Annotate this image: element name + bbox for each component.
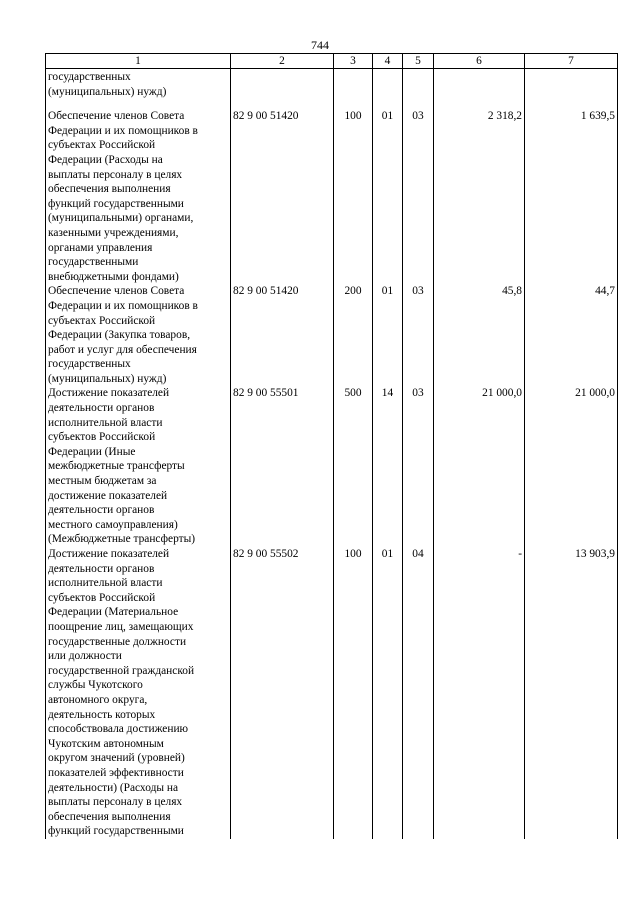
column-header-2: 2 <box>231 54 334 69</box>
row-name-line: Обеспечение членов Совета <box>48 110 185 123</box>
row-value-6: - <box>434 547 525 839</box>
column-header-5: 5 <box>403 54 434 69</box>
row-col3: 200 <box>334 284 373 386</box>
row-name-line: функций государственными <box>48 825 184 838</box>
row-code: 82 9 00 55502 <box>231 547 334 839</box>
row-value-7: 21 000,0 <box>525 386 618 547</box>
row-col3 <box>334 69 373 100</box>
row-name <box>46 547 231 839</box>
row-name-line: показателей эффективности <box>48 766 184 779</box>
row-name-line: Обеспечение членов Совета <box>48 285 185 298</box>
row-col4: 01 <box>373 284 403 386</box>
row-name-line: обеспечения выполнения <box>48 183 171 196</box>
row-value-6: 21 000,0 <box>434 386 525 547</box>
row-name-line: исполнительной власти <box>48 416 163 429</box>
row-value-6: 45,8 <box>434 284 525 386</box>
row-name-line: выплаты персоналу в целях <box>48 796 183 809</box>
row-name-line: деятельности органов <box>48 562 155 575</box>
row-col3: 500 <box>334 386 373 547</box>
row-name-line: достижение показателей <box>48 489 168 502</box>
row-value-7: 13 903,9 <box>525 547 618 839</box>
row-name-line: субъектов Российской <box>48 431 156 444</box>
row-name-line: функций государственными <box>48 197 184 210</box>
row-name-line: способствовала достижению <box>48 723 189 736</box>
row-name-line: деятельности органов <box>48 402 155 415</box>
table-body <box>46 69 618 839</box>
row-name-line: (муниципальных) нужд) <box>48 85 167 98</box>
row-col5: 03 <box>403 386 434 547</box>
row-col3: 100 <box>334 547 373 839</box>
column-header-3: 3 <box>334 54 373 69</box>
table-row <box>46 99 618 284</box>
row-name-line: поощрение лиц, замещающих <box>48 620 194 633</box>
row-name-line: субъектах Российской <box>48 314 156 327</box>
row-col4: 01 <box>373 547 403 839</box>
row-name-line: Федерации (Закупка товаров, <box>48 329 191 342</box>
row-value-7: 44,7 <box>525 284 618 386</box>
row-name-line: выплаты персоналу в целях <box>48 168 183 181</box>
row-col5 <box>403 69 434 100</box>
row-name-line: государственной гражданской <box>48 664 195 677</box>
row-name-line: местным бюджетам за <box>48 475 157 488</box>
row-col5: 04 <box>403 547 434 839</box>
row-col5: 03 <box>403 284 434 386</box>
row-name-line: государственными <box>48 256 139 269</box>
table-row <box>46 386 618 547</box>
row-name-line: (муниципальных) нужд) <box>48 372 167 385</box>
row-name-line: обеспечения выполнения <box>48 810 171 823</box>
row-value-7 <box>525 69 618 100</box>
row-name-line: деятельность которых <box>48 708 156 721</box>
row-name <box>46 69 231 100</box>
row-name <box>46 99 231 284</box>
row-name-line: межбюджетные трансферты <box>48 460 185 473</box>
row-name-line: Федерации и их помощников в <box>48 124 198 137</box>
row-name-line: государственных <box>48 71 131 83</box>
row-code: 82 9 00 51420 <box>231 284 334 386</box>
row-name <box>46 284 231 386</box>
row-name-line: службы Чукотского <box>48 679 143 692</box>
row-name-line: Чукотским автономным <box>48 737 164 750</box>
row-name-line: исполнительной власти <box>48 577 163 590</box>
row-col3: 100 <box>334 99 373 284</box>
row-name-line: (муниципальными) органами, <box>48 212 194 225</box>
row-code: 82 9 00 51420 <box>231 99 334 284</box>
page-number: 744 <box>311 38 329 52</box>
row-value-7: 1 639,5 <box>525 99 618 284</box>
row-code: 82 9 00 55501 <box>231 386 334 547</box>
row-name-line: работ и услуг для обеспечения <box>48 343 197 356</box>
row-name-line: деятельности органов <box>48 504 155 517</box>
table-row <box>46 547 618 839</box>
row-name-line: государственные должности <box>48 635 187 648</box>
row-name-line: Федерации (Расходы на <box>48 153 163 166</box>
row-col4 <box>373 69 403 100</box>
table-row <box>46 284 618 386</box>
row-name-line: казенными учреждениями, <box>48 226 179 239</box>
column-header-1: 1 <box>46 54 231 69</box>
row-name-line: внебюджетными фондами) <box>48 270 179 283</box>
row-name-line: Федерации (Иные <box>48 445 136 458</box>
row-name-line: местного самоуправления) <box>48 518 178 531</box>
row-name-line: округом значений (уровней) <box>48 752 185 765</box>
row-name-line: Федерации и их помощников в <box>48 299 198 312</box>
row-name-line: субъектах Российской <box>48 139 156 152</box>
row-col4: 14 <box>373 386 403 547</box>
row-name <box>46 386 231 547</box>
column-header-6: 6 <box>434 54 525 69</box>
row-name-line: органами управления <box>48 241 153 254</box>
row-name-line: государственных <box>48 358 131 371</box>
column-header-4: 4 <box>373 54 403 69</box>
header-row <box>46 54 618 69</box>
row-code <box>231 69 334 100</box>
row-value-6 <box>434 69 525 100</box>
row-name-line: или должности <box>48 650 122 663</box>
table-row <box>46 69 618 100</box>
row-name-line: деятельности) (Расходы на <box>48 781 179 794</box>
row-name-line: Федерации (Материальное <box>48 606 179 619</box>
row-value-6: 2 318,2 <box>434 99 525 284</box>
row-name-line: Достижение показателей <box>48 548 170 560</box>
row-name-line: субъектов Российской <box>48 591 156 604</box>
row-name-line: автономного округа, <box>48 693 148 706</box>
row-name-line: Достижение показателей <box>48 387 170 400</box>
budget-table <box>45 53 618 839</box>
column-header-7: 7 <box>525 54 618 69</box>
row-col5: 03 <box>403 99 434 284</box>
row-name-line: (Межбюджетные трансферты) <box>48 533 196 546</box>
row-col4: 01 <box>373 99 403 284</box>
